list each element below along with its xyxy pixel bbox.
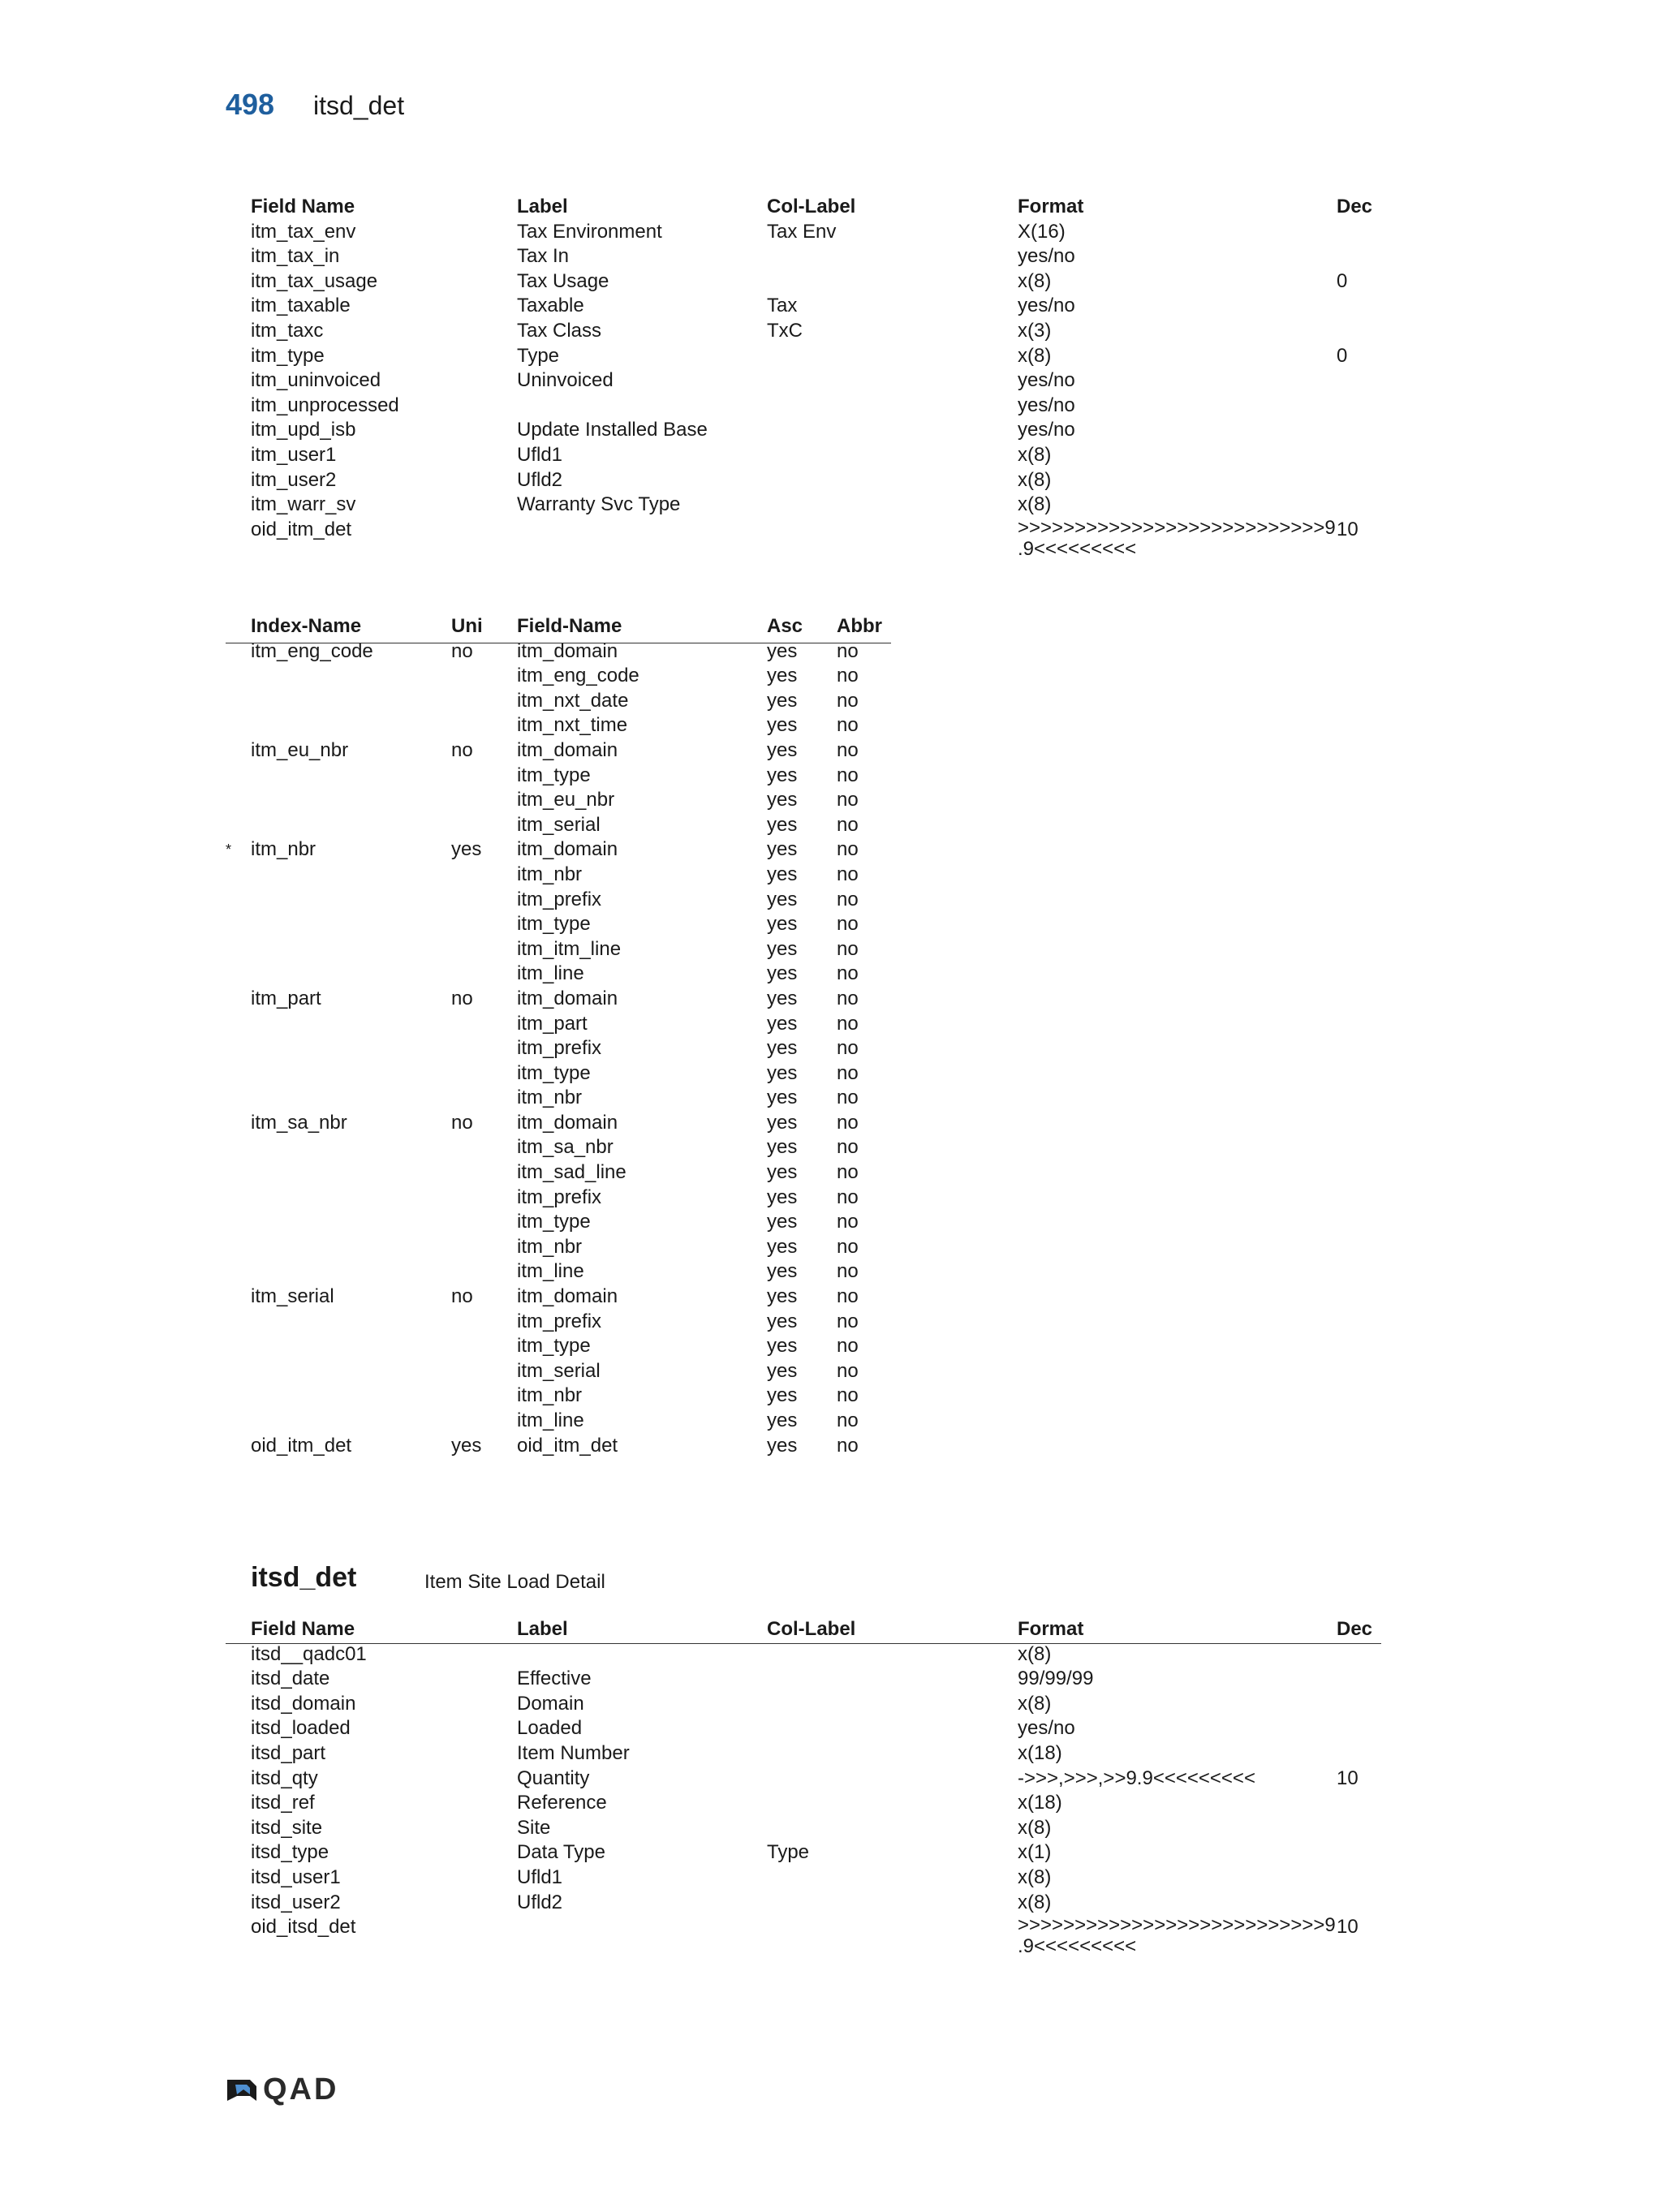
header-col-label: Col-Label — [767, 1618, 856, 1640]
table-row — [0, 468, 1662, 493]
field-name-cell: itsd_loaded — [251, 1717, 351, 1740]
table-row — [0, 1186, 1662, 1211]
field-name-cell: itsd_qty — [251, 1767, 318, 1789]
table-row — [0, 1791, 1662, 1816]
table-row — [0, 1692, 1662, 1717]
fields-header-divider — [226, 1643, 1381, 1644]
label-cell: Site — [517, 1816, 551, 1839]
field-name-cell: itsd__qadc01 — [251, 1642, 367, 1665]
label-cell: Warranty Svc Type — [517, 493, 681, 516]
dec-cell: 0 — [1337, 344, 1348, 367]
table-body — [0, 1642, 1662, 1963]
qad-logo-icon — [226, 2076, 258, 2104]
table-row — [0, 319, 1662, 344]
abbr-cell: no — [837, 962, 859, 985]
field-name-cell: itsd_type — [251, 1841, 329, 1864]
dec-cell: 10 — [1337, 1916, 1358, 1939]
asc-cell: yes — [767, 1335, 798, 1358]
asc-cell: yes — [767, 1384, 798, 1407]
format-cell: yes/no — [1018, 394, 1075, 416]
field-name-cell: itm_serial — [517, 1359, 601, 1382]
field-name-cell: itm_nbr — [517, 1235, 583, 1258]
field-name-cell: itm_domain — [517, 987, 618, 1009]
header-abbr: Abbr — [837, 615, 882, 637]
section-description: Item Site Load Detail — [424, 1571, 605, 1593]
format-cell: x(8) — [1018, 1816, 1052, 1839]
asc-cell: yes — [767, 813, 798, 836]
field-name-cell: itm_nxt_date — [517, 689, 629, 712]
header-col-label: Col-Label — [767, 196, 856, 217]
format-cell: >>>>>>>>>>>>>>>>>>>>>>>>>>>9 .9<<<<<<<<< — [1018, 1914, 1336, 1958]
asc-cell: yes — [767, 714, 798, 737]
field-name-cell: itm_nbr — [517, 1087, 583, 1109]
uni-cell: no — [451, 1285, 473, 1308]
field-name-cell: itm_line — [517, 962, 584, 985]
table-row — [0, 912, 1662, 937]
format-cell: 99/99/99 — [1018, 1668, 1094, 1690]
field-name-cell: itsd_user1 — [251, 1866, 341, 1888]
field-name-cell: itsd_part — [251, 1741, 326, 1764]
format-cell: x(8) — [1018, 443, 1052, 466]
table-row — [0, 1259, 1662, 1285]
table-row — [0, 418, 1662, 443]
abbr-cell: no — [837, 1409, 859, 1431]
format-cell: x(3) — [1018, 319, 1052, 342]
asc-cell: yes — [767, 689, 798, 712]
field-name-cell: itm_type — [517, 764, 591, 786]
dec-cell: 10 — [1337, 1767, 1358, 1789]
primary-index-marker: * — [226, 841, 232, 859]
section-title: itsd_det — [251, 1562, 357, 1593]
abbr-cell: no — [837, 1111, 859, 1134]
table-row — [0, 888, 1662, 913]
field-name-cell: itm_domain — [517, 738, 618, 761]
dec-cell: 10 — [1337, 518, 1358, 540]
label-cell: Tax Environment — [517, 220, 662, 243]
table-row — [0, 738, 1662, 764]
label-cell: Update Installed Base — [517, 419, 708, 441]
label-cell: Tax Class — [517, 319, 602, 342]
field-name-cell: itm_sa_nbr — [517, 1136, 614, 1159]
format-cell: x(18) — [1018, 1741, 1062, 1764]
abbr-cell: no — [837, 987, 859, 1009]
uni-cell: yes — [451, 1434, 482, 1457]
asc-cell: yes — [767, 1409, 798, 1431]
field-name-cell: itm_prefix — [517, 1310, 602, 1332]
asc-cell: yes — [767, 937, 798, 960]
field-name-cell: itsd_user2 — [251, 1891, 341, 1913]
label-cell: Type — [517, 344, 560, 367]
label-cell: Ufld1 — [517, 443, 563, 466]
asc-cell: yes — [767, 1285, 798, 1308]
format-cell: yes/no — [1018, 1717, 1075, 1740]
table-row — [0, 269, 1662, 295]
table-row — [0, 220, 1662, 245]
field-name-cell: itm_eu_nbr — [517, 789, 615, 811]
table-header-row — [0, 614, 1662, 639]
field-name-cell: itm_warr_sv — [251, 493, 356, 516]
field-name-cell: itm_type — [517, 1335, 591, 1358]
table-row — [0, 394, 1662, 419]
header-format: Format — [1018, 1618, 1084, 1640]
index-name-cell: itm_sa_nbr — [251, 1111, 347, 1134]
fields-table-itm-det — [0, 195, 1662, 565]
table-row — [0, 1891, 1662, 1916]
index-name-cell: itm_nbr — [251, 838, 316, 861]
col-label-cell: Tax Env — [767, 220, 837, 243]
table-row — [0, 1235, 1662, 1260]
table-row — [0, 1135, 1662, 1160]
abbr-cell: no — [837, 1211, 859, 1233]
abbr-cell: no — [837, 1136, 859, 1159]
table-row — [0, 1384, 1662, 1409]
asc-cell: yes — [767, 863, 798, 885]
table-row — [0, 1310, 1662, 1335]
field-name-cell: itm_nxt_time — [517, 714, 628, 737]
table-row — [0, 1359, 1662, 1384]
field-name-cell: itm_line — [517, 1260, 584, 1283]
abbr-cell: no — [837, 1087, 859, 1109]
logo-text: QAD — [263, 2072, 339, 2107]
page-title: itsd_det — [313, 91, 405, 120]
asc-cell: yes — [767, 1037, 798, 1060]
label-cell: Tax In — [517, 245, 570, 268]
format-cell: x(8) — [1018, 1642, 1052, 1665]
abbr-cell: no — [837, 1285, 859, 1308]
table-row — [0, 1036, 1662, 1061]
table-row — [0, 1334, 1662, 1359]
abbr-cell: no — [837, 1260, 859, 1283]
uni-cell: no — [451, 639, 473, 662]
format-cell: yes/no — [1018, 295, 1075, 317]
asc-cell: yes — [767, 962, 798, 985]
field-name-cell: itm_prefix — [517, 888, 602, 910]
qad-logo — [226, 2072, 338, 2107]
table-row — [0, 813, 1662, 838]
uni-cell: yes — [451, 838, 482, 861]
uni-cell: no — [451, 987, 473, 1009]
header-format: Format — [1018, 196, 1084, 217]
field-name-cell: itm_tax_usage — [251, 269, 378, 292]
label-cell: Ufld2 — [517, 468, 563, 491]
abbr-cell: no — [837, 714, 859, 737]
field-name-cell: itm_user2 — [251, 468, 337, 491]
table-row — [0, 1866, 1662, 1891]
table-row — [0, 713, 1662, 738]
header-label: Label — [517, 196, 568, 217]
asc-cell: yes — [767, 1061, 798, 1084]
table-row — [0, 1716, 1662, 1741]
asc-cell: yes — [767, 789, 798, 811]
header-field-name: Field Name — [251, 196, 355, 217]
abbr-cell: no — [837, 813, 859, 836]
field-name-cell: itm_type — [517, 1061, 591, 1084]
table-row — [0, 1012, 1662, 1037]
header-field-name: Field-Name — [517, 615, 622, 637]
field-name-cell: itm_domain — [517, 639, 618, 662]
field-name-cell: itm_domain — [517, 1285, 618, 1308]
format-cell: >>>>>>>>>>>>>>>>>>>>>>>>>>>9 .9<<<<<<<<< — [1018, 516, 1336, 560]
label-cell: Domain — [517, 1692, 584, 1715]
abbr-cell: no — [837, 863, 859, 885]
abbr-cell: no — [837, 764, 859, 786]
label-cell: Taxable — [517, 295, 584, 317]
asc-cell: yes — [767, 1186, 798, 1208]
field-name-cell: itm_tax_in — [251, 245, 340, 268]
col-label-cell: Type — [767, 1841, 810, 1864]
abbr-cell: no — [837, 1310, 859, 1332]
col-label-cell: TxC — [767, 319, 803, 342]
abbr-cell: no — [837, 913, 859, 936]
asc-cell: yes — [767, 1310, 798, 1332]
format-cell: X(16) — [1018, 220, 1066, 243]
field-name-cell: itm_line — [517, 1409, 584, 1431]
abbr-cell: no — [837, 1235, 859, 1258]
field-name-cell: oid_itm_det — [251, 518, 352, 540]
page-number: 498 — [226, 88, 275, 121]
field-name-cell: itm_user1 — [251, 443, 337, 466]
field-name-cell: itm_eng_code — [517, 665, 639, 687]
table-row — [0, 1642, 1662, 1668]
header-dec: Dec — [1337, 1618, 1373, 1640]
field-name-cell: itm_serial — [517, 813, 601, 836]
asc-cell: yes — [767, 1136, 798, 1159]
table-row — [0, 937, 1662, 962]
field-name-cell: itm_unprocessed — [251, 394, 399, 416]
table-body — [0, 639, 1662, 1459]
field-name-cell: itsd_date — [251, 1668, 330, 1690]
table-row — [0, 837, 1662, 863]
asc-cell: yes — [767, 1260, 798, 1283]
field-name-cell: itsd_site — [251, 1816, 323, 1839]
asc-cell: yes — [767, 987, 798, 1009]
format-cell: x(8) — [1018, 493, 1052, 516]
asc-cell: yes — [767, 1161, 798, 1184]
field-name-cell: itm_prefix — [517, 1037, 602, 1060]
header-asc: Asc — [767, 615, 803, 637]
format-cell: yes/no — [1018, 245, 1075, 268]
field-name-cell: itm_domain — [517, 838, 618, 861]
table-row — [0, 1061, 1662, 1087]
asc-cell: yes — [767, 913, 798, 936]
format-cell: x(8) — [1018, 1891, 1052, 1913]
uni-cell: no — [451, 738, 473, 761]
table-row — [0, 1160, 1662, 1186]
abbr-cell: no — [837, 1335, 859, 1358]
index-name-cell: itm_serial — [251, 1285, 334, 1308]
asc-cell: yes — [767, 738, 798, 761]
label-cell: Ufld1 — [517, 1866, 563, 1888]
table-row — [0, 1434, 1662, 1459]
label-cell: Reference — [517, 1792, 607, 1814]
table-row — [0, 1409, 1662, 1434]
abbr-cell: no — [837, 1161, 859, 1184]
asc-cell: yes — [767, 1012, 798, 1035]
header-uni: Uni — [451, 615, 483, 637]
asc-cell: yes — [767, 1359, 798, 1382]
table-row — [0, 368, 1662, 394]
table-row — [0, 863, 1662, 888]
table-row — [0, 1840, 1662, 1866]
label-cell: Uninvoiced — [517, 369, 614, 392]
table-row — [0, 1767, 1662, 1792]
table-row — [0, 1086, 1662, 1111]
abbr-cell: no — [837, 937, 859, 960]
field-name-cell: itm_taxc — [251, 319, 324, 342]
field-name-cell: oid_itsd_det — [251, 1916, 356, 1939]
field-name-cell: itm_tax_env — [251, 220, 356, 243]
label-cell: Quantity — [517, 1767, 590, 1789]
index-name-cell: itm_part — [251, 987, 321, 1009]
table-row — [0, 1741, 1662, 1767]
table-row — [0, 344, 1662, 369]
field-name-cell: itsd_ref — [251, 1792, 315, 1814]
col-label-cell: Tax — [767, 295, 798, 317]
field-name-cell: oid_itm_det — [517, 1434, 618, 1457]
fields-table-itsd-det — [0, 1617, 1662, 1962]
label-cell: Item Number — [517, 1741, 630, 1764]
abbr-cell: no — [837, 1061, 859, 1084]
format-cell: x(1) — [1018, 1841, 1052, 1864]
field-name-cell: itm_type — [517, 1211, 591, 1233]
table-row — [0, 1816, 1662, 1841]
asc-cell: yes — [767, 1434, 798, 1457]
table-row — [0, 764, 1662, 789]
label-cell: Tax Usage — [517, 269, 609, 292]
table-row — [0, 493, 1662, 518]
format-cell: yes/no — [1018, 419, 1075, 441]
abbr-cell: no — [837, 1186, 859, 1208]
index-name-cell: itm_eu_nbr — [251, 738, 349, 761]
field-name-cell: itm_type — [251, 344, 325, 367]
table-row — [0, 664, 1662, 689]
format-cell: yes/no — [1018, 369, 1075, 392]
asc-cell: yes — [767, 1235, 798, 1258]
label-cell: Data Type — [517, 1841, 605, 1864]
uni-cell: no — [451, 1111, 473, 1134]
field-name-cell: itm_upd_isb — [251, 419, 356, 441]
table-header-row — [0, 1617, 1662, 1642]
header-dec: Dec — [1337, 196, 1373, 217]
abbr-cell: no — [837, 665, 859, 687]
field-name-cell: itm_sad_line — [517, 1161, 626, 1184]
index-name-cell: oid_itm_det — [251, 1434, 352, 1457]
index-table — [0, 614, 1662, 1458]
abbr-cell: no — [837, 838, 859, 861]
asc-cell: yes — [767, 888, 798, 910]
field-name-cell: itm_nbr — [517, 1384, 583, 1407]
dec-cell: 0 — [1337, 269, 1348, 292]
field-name-cell: itm_part — [517, 1012, 588, 1035]
field-name-cell: itsd_domain — [251, 1692, 356, 1715]
header-field-name: Field Name — [251, 1618, 355, 1640]
index-name-cell: itm_eng_code — [251, 639, 373, 662]
format-cell: x(18) — [1018, 1792, 1062, 1814]
field-name-cell: itm_type — [517, 913, 591, 936]
table-row — [0, 689, 1662, 714]
field-name-cell: itm_itm_line — [517, 937, 622, 960]
header-index-name: Index-Name — [251, 615, 362, 637]
field-name-cell: itm_taxable — [251, 295, 351, 317]
format-cell: x(8) — [1018, 269, 1052, 292]
table-row — [0, 987, 1662, 1012]
abbr-cell: no — [837, 1434, 859, 1457]
format-cell: ->>>,>>>,>>9.9<<<<<<<<< — [1018, 1767, 1255, 1789]
table-row — [0, 244, 1662, 269]
table-row — [0, 1210, 1662, 1235]
field-name-cell: itm_prefix — [517, 1186, 602, 1208]
abbr-cell: no — [837, 1012, 859, 1035]
asc-cell: yes — [767, 1211, 798, 1233]
abbr-cell: no — [837, 639, 859, 662]
abbr-cell: no — [837, 738, 859, 761]
format-cell: x(8) — [1018, 1692, 1052, 1715]
label-cell: Effective — [517, 1668, 592, 1690]
asc-cell: yes — [767, 764, 798, 786]
table-row — [0, 1667, 1662, 1692]
asc-cell: yes — [767, 639, 798, 662]
abbr-cell: no — [837, 888, 859, 910]
abbr-cell: no — [837, 689, 859, 712]
label-cell: Loaded — [517, 1717, 583, 1740]
format-cell: x(8) — [1018, 344, 1052, 367]
field-name-cell: itm_nbr — [517, 863, 583, 885]
table-row — [0, 518, 1662, 565]
label-cell: Ufld2 — [517, 1891, 563, 1913]
abbr-cell: no — [837, 1037, 859, 1060]
asc-cell: yes — [767, 838, 798, 861]
format-cell: x(8) — [1018, 468, 1052, 491]
table-row — [0, 788, 1662, 813]
table-row — [0, 1285, 1662, 1310]
asc-cell: yes — [767, 665, 798, 687]
table-header-row — [0, 195, 1662, 220]
table-row — [0, 1111, 1662, 1136]
table-body — [0, 220, 1662, 565]
asc-cell: yes — [767, 1111, 798, 1134]
asc-cell: yes — [767, 1087, 798, 1109]
abbr-cell: no — [837, 1359, 859, 1382]
abbr-cell: no — [837, 1384, 859, 1407]
table-row — [0, 1915, 1662, 1962]
table-row — [0, 294, 1662, 319]
table-row — [0, 443, 1662, 468]
field-name-cell: itm_uninvoiced — [251, 369, 381, 392]
abbr-cell: no — [837, 789, 859, 811]
table-row — [0, 962, 1662, 987]
format-cell: x(8) — [1018, 1866, 1052, 1888]
header-label: Label — [517, 1618, 568, 1640]
field-name-cell: itm_domain — [517, 1111, 618, 1134]
